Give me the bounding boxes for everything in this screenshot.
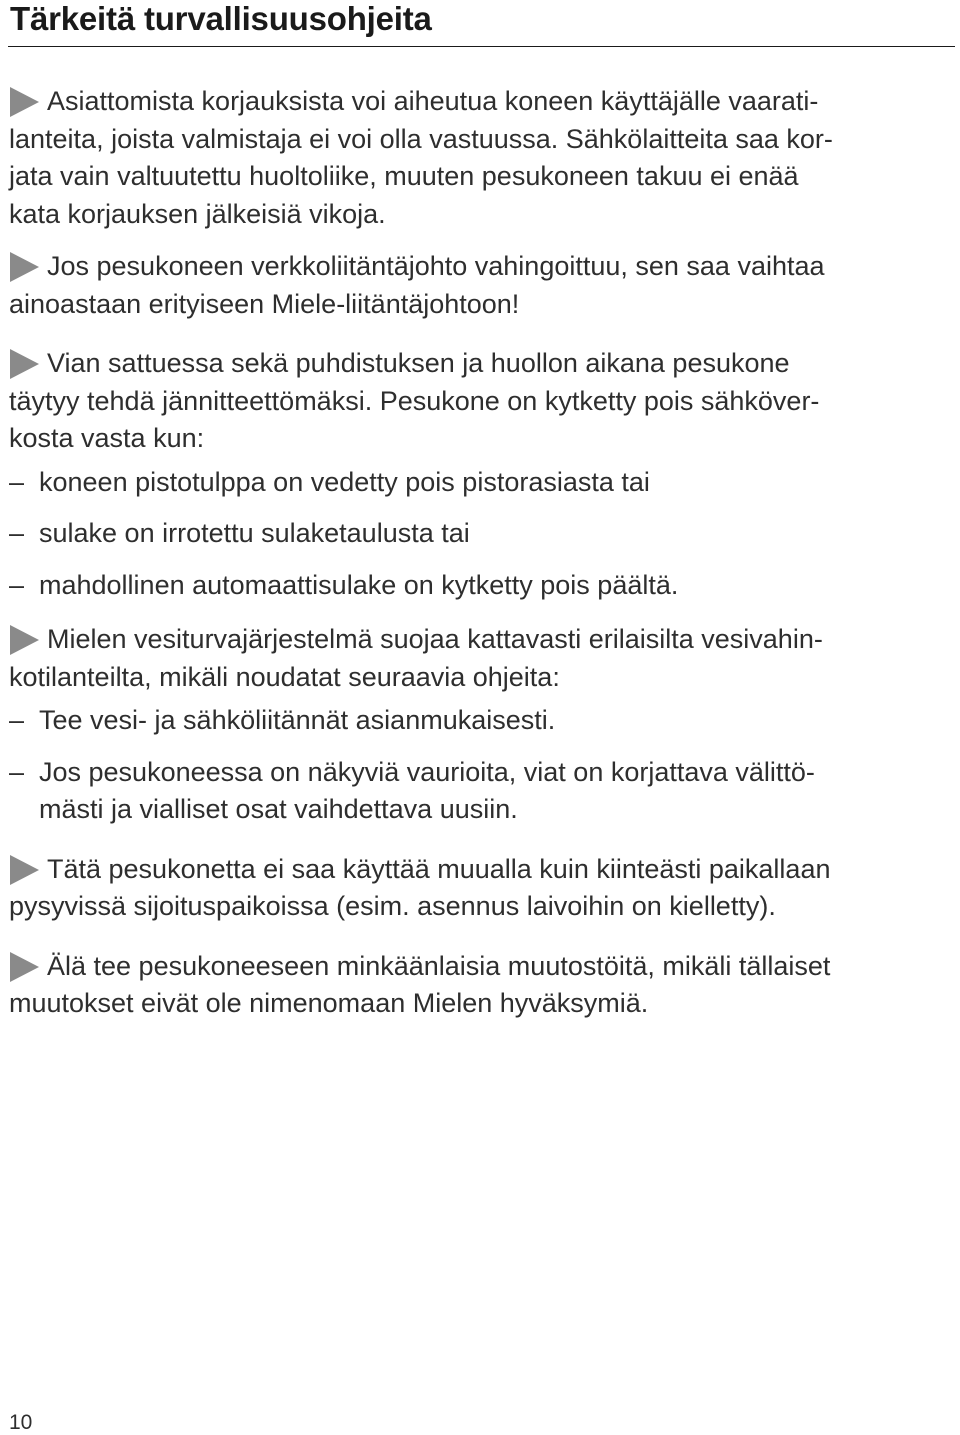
text-line [9, 345, 954, 383]
dash-bullet: – [9, 466, 25, 497]
text-line: kata korjauksen jälkeisiä vikoja. [9, 198, 386, 229]
warning-arrow-icon [10, 252, 39, 282]
list-item-text: sulake on irrotettu sulaketaulusta tai [39, 518, 470, 548]
text-line: lanteita, joista valmistaja ei voi olla vastuussa. Sähkölaitteita saa kor- [9, 123, 833, 154]
warning-arrow-icon [10, 87, 39, 117]
list-item [9, 702, 954, 740]
dash-bullet: – [9, 756, 25, 787]
safety-instructions [9, 83, 954, 1023]
instruction-no-modifications [9, 948, 954, 1023]
text-line: muutokset eivät ole nimenomaan Mielen hyväksymiä. [9, 988, 649, 1018]
text-span: Jos pesukoneen verkkoliitäntäjohto vahingoittuu, sen saa vaihtaa [47, 251, 825, 281]
text-span: Älä tee pesukoneeseen minkäänlaisia muutostöitä, mikäli tällaiset [47, 950, 831, 981]
text-line: kosta vasta kun: [9, 423, 205, 453]
list-item-text: Tee vesi- ja sähköliitännät asianmukaisesti. [39, 705, 556, 735]
list-item-text: mästi ja vialliset osat vaihdettava uusiin. [39, 794, 518, 824]
text-span: Mielen vesiturvajärjestelmä suojaa kattavasti erilaisilta vesivahin- [47, 624, 823, 654]
dash-bullet: – [9, 705, 25, 735]
warning-arrow-icon [10, 855, 39, 885]
text-line [9, 948, 954, 986]
page-title: Tärkeitä turvallisuusohjeita [10, 0, 432, 37]
list-item-text: Jos pesukoneessa on näkyviä vaurioita, viat on korjattava välittö- [39, 756, 815, 787]
instruction-power-cord [9, 248, 954, 323]
text-line: pysyvissä sijoituspaikoissa (esim. asennus laivoihin on kielletty). [9, 891, 776, 921]
instruction-water-protection [9, 621, 954, 829]
list-item [9, 515, 954, 553]
dash-bullet: – [9, 569, 25, 600]
text-line: kotilanteilta, mikäli noudatat seuraavia ohjeita: [9, 661, 560, 692]
text-line [9, 621, 954, 659]
text-line [9, 851, 954, 889]
text-line: täytyy tehdä jännitteettömäksi. Pesukone on kytketty pois sähköver- [9, 385, 820, 416]
warning-arrow-icon [10, 349, 39, 379]
warning-arrow-icon [10, 625, 39, 655]
text-span: Vian sattuessa sekä puhdistuksen ja huollon aikana pesukone [47, 348, 790, 378]
list-item-text: koneen pistotulppa on vedetty pois pistorasiasta tai [39, 466, 650, 497]
text-line: ainoastaan erityiseen Miele-liitäntäjohtoon! [9, 288, 520, 319]
list-item [9, 464, 954, 502]
list-item [9, 567, 954, 605]
dash-bullet: – [9, 518, 25, 548]
text-line [9, 83, 954, 121]
text-line: jata vain valtuutettu huoltoliike, muuten pesukoneen takuu ei enää [9, 161, 799, 191]
text-span: Asiattomista korjauksista voi aiheutua koneen käyttäjälle vaarati- [47, 86, 819, 116]
title-divider [8, 46, 955, 47]
warning-arrow-icon [10, 952, 39, 982]
list-item-text: mahdollinen automaattisulake on kytketty pois päältä. [39, 569, 679, 600]
text-span: Tätä pesukonetta ei saa käyttää muualla kuin kiinteästi paikallaan [47, 853, 831, 884]
page-number: 10 [9, 1411, 33, 1434]
instruction-disconnect-power [9, 345, 954, 604]
text-line [9, 248, 954, 286]
instruction-repairs [9, 83, 954, 233]
list-item [9, 754, 954, 829]
instruction-fixed-installation [9, 851, 954, 926]
